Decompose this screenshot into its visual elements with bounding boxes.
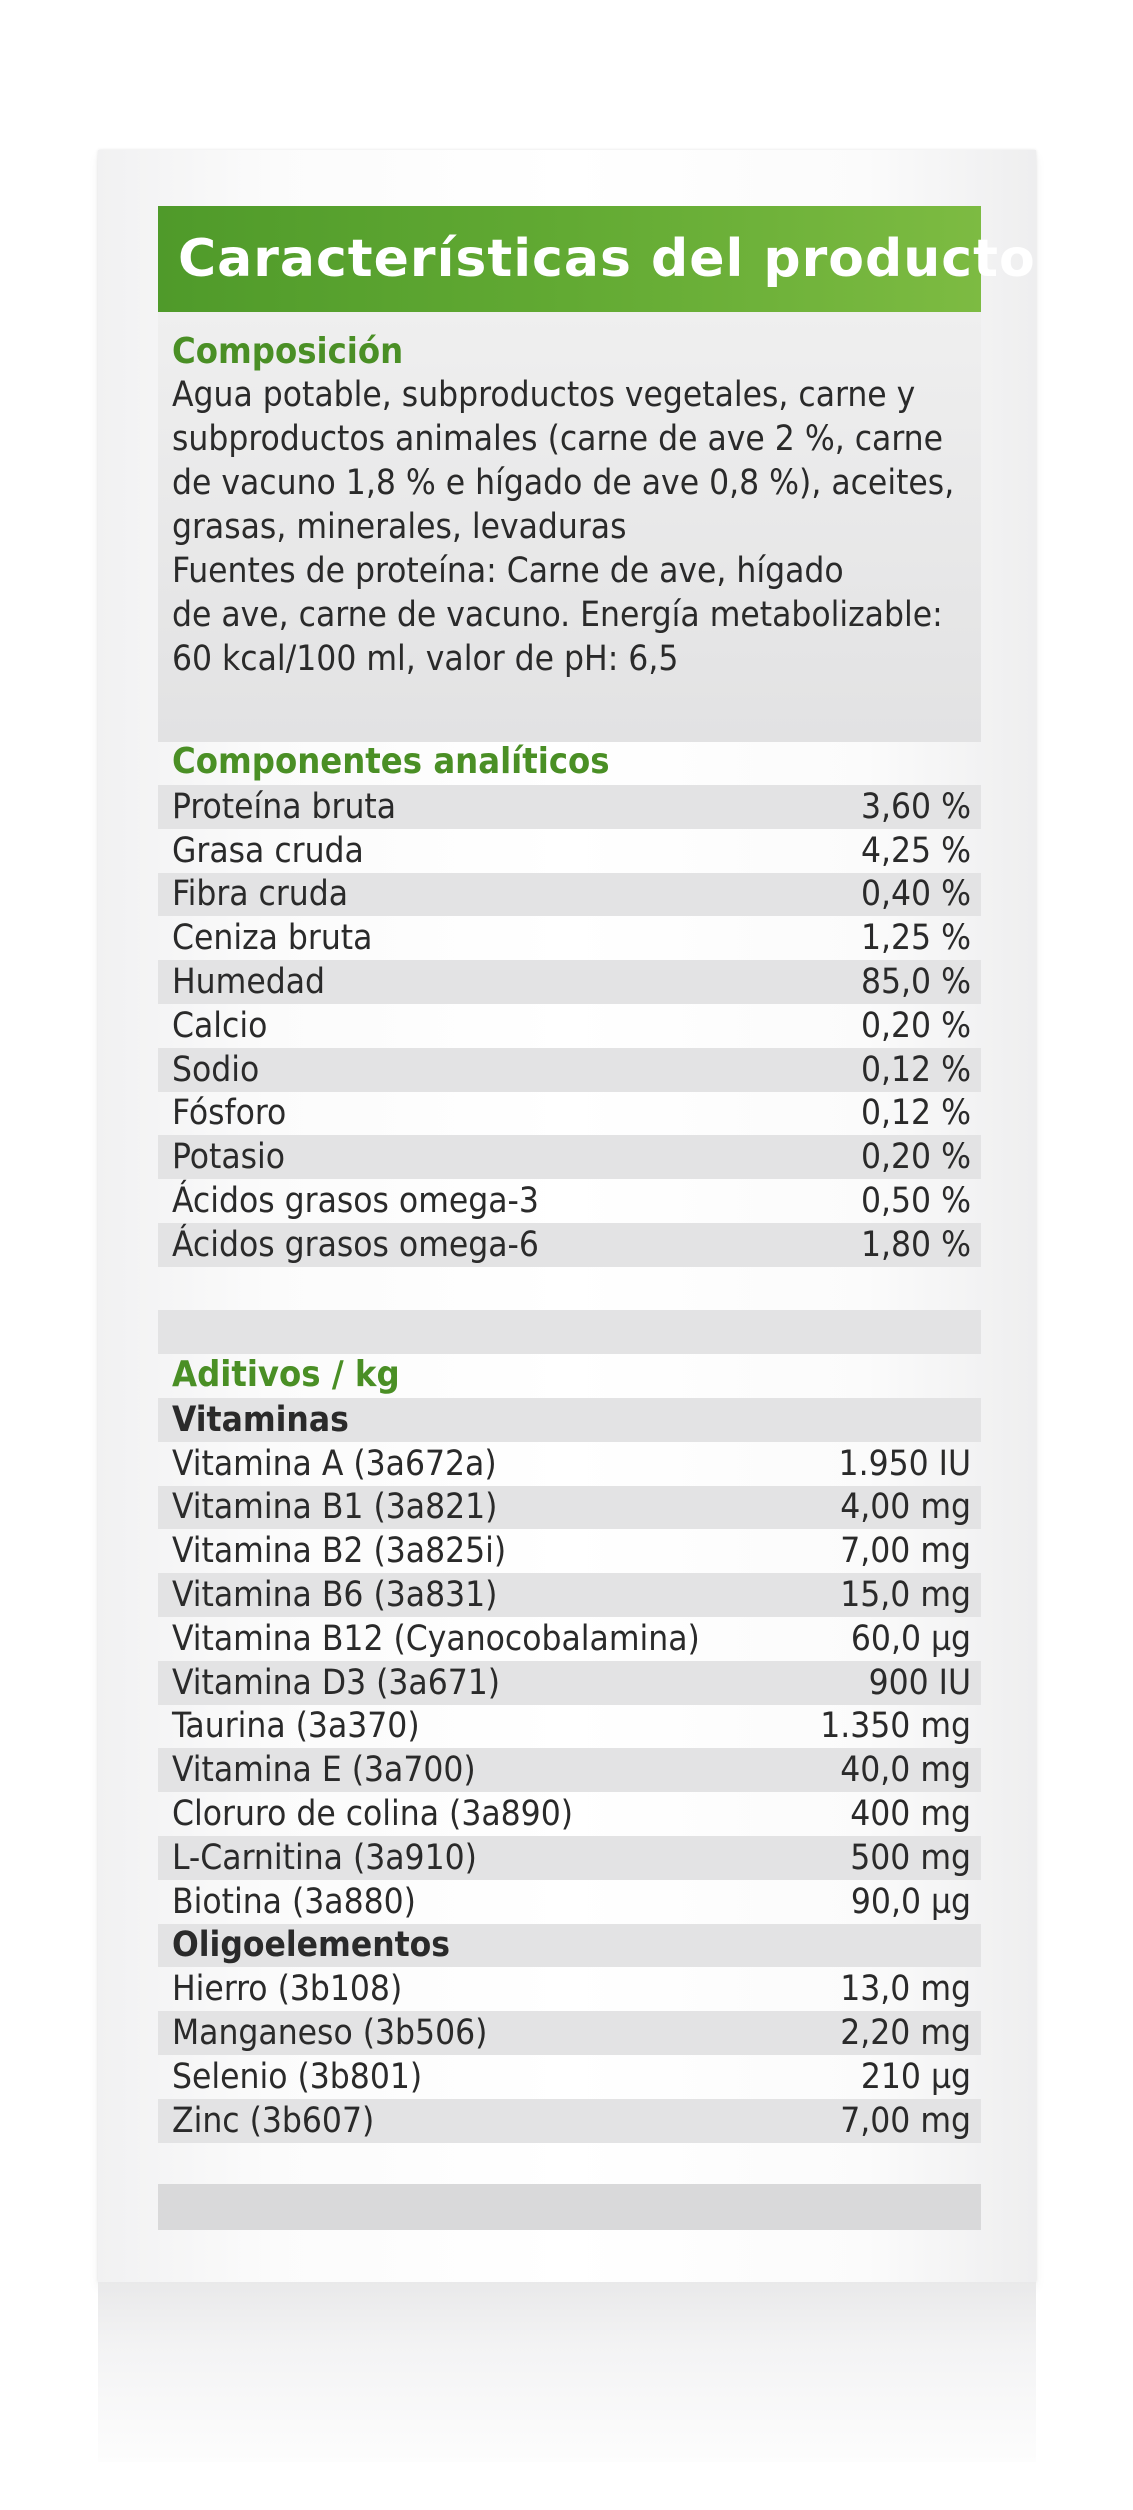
row-value: 210 µg — [860, 2056, 971, 2097]
composition-line: Fuentes de proteína: Carne de ave, hígado — [172, 551, 844, 591]
composition-line: de ave, carne de vacuno. Energía metabolizable: — [172, 595, 943, 635]
row-value: 500 mg — [850, 1837, 971, 1878]
table-row — [158, 1486, 981, 1530]
table-row — [158, 1880, 981, 1924]
composition-line: subproductos animales (carne de ave 2 %, carne — [172, 419, 944, 459]
row-label: Ácidos grasos omega-6 — [172, 1224, 539, 1265]
row-label: Potasio — [172, 1137, 286, 1178]
row-label: Vitamina A (3a672a) — [172, 1443, 497, 1484]
table-row — [158, 1004, 981, 1048]
table-row — [158, 1617, 981, 1661]
row-label: Taurina (3a370) — [172, 1706, 420, 1747]
panel-reflection — [98, 2282, 1036, 2462]
row-label: Vitamina B2 (3a825i) — [172, 1531, 507, 1572]
row-value: 0,12 % — [860, 1093, 971, 1134]
composition-line: 60 kcal/100 ml, valor de pH: 6,5 — [172, 639, 679, 679]
table-row — [158, 1223, 981, 1267]
table-row — [158, 1573, 981, 1617]
spacer-band — [158, 1310, 981, 1354]
additives-title: Aditivos / kg — [172, 1354, 400, 1395]
composition-line: de vacuno 1,8 % e hígado de ave 0,8 %), aceites, — [172, 463, 955, 503]
table-row — [158, 1529, 981, 1573]
table-row — [158, 1967, 981, 2011]
row-label: Vitamina B6 (3a831) — [172, 1575, 498, 1616]
table-row — [158, 873, 981, 917]
row-label: Biotina (3a880) — [172, 1881, 416, 1922]
row-value: 400 mg — [850, 1794, 971, 1835]
trace-elements-subheading — [158, 1924, 981, 1968]
row-value: 40,0 mg — [840, 1750, 971, 1791]
row-value: 2,20 mg — [840, 2013, 971, 2054]
row-label: Grasa cruda — [172, 830, 364, 871]
row-label: Ceniza bruta — [172, 918, 373, 959]
composition-text — [172, 373, 972, 681]
row-label: Vitamina D3 (3a671) — [172, 1662, 501, 1703]
row-value: 4,00 mg — [840, 1487, 971, 1528]
additives-table — [158, 1398, 981, 2143]
table-row — [158, 1442, 981, 1486]
table-row — [158, 1092, 981, 1136]
row-label: Zinc (3b607) — [172, 2100, 375, 2141]
row-label: Calcio — [172, 1005, 268, 1046]
row-value: 7,00 mg — [840, 1531, 971, 1572]
table-row — [158, 960, 981, 1004]
row-value: 3,60 % — [860, 786, 971, 827]
row-value: 0,50 % — [860, 1181, 971, 1222]
row-value: 60,0 µg — [850, 1618, 971, 1659]
row-label: Sodio — [172, 1049, 260, 1090]
table-row — [158, 2099, 981, 2143]
table-row — [158, 1135, 981, 1179]
row-label: Selenio (3b801) — [172, 2056, 423, 2097]
subheading-label: Vitaminas — [172, 1399, 349, 1440]
row-value: 1,80 % — [860, 1224, 971, 1265]
row-value: 13,0 mg — [840, 1969, 971, 2010]
row-value: 0,20 % — [860, 1005, 971, 1046]
row-label: Proteína bruta — [172, 786, 397, 827]
analytical-title: Componentes analíticos — [172, 741, 610, 782]
composition-line: Agua potable, subproductos vegetales, carne y — [172, 375, 916, 415]
row-value: 0,40 % — [860, 874, 971, 915]
table-row — [158, 2011, 981, 2055]
row-label: Vitamina B1 (3a821) — [172, 1487, 498, 1528]
row-value: 4,25 % — [860, 830, 971, 871]
table-row — [158, 1705, 981, 1749]
footer-band — [158, 2184, 981, 2230]
table-row — [158, 829, 981, 873]
table-row — [158, 1048, 981, 1092]
composition-line: grasas, minerales, levaduras — [172, 507, 627, 547]
row-label: L-Carnitina (3a910) — [172, 1837, 477, 1878]
analytical-table — [158, 785, 981, 1267]
table-row — [158, 2055, 981, 2099]
row-label: Ácidos grasos omega-3 — [172, 1181, 539, 1222]
table-row — [158, 785, 981, 829]
row-label: Vitamina E (3a700) — [172, 1750, 476, 1791]
composition-title: Composición — [172, 331, 404, 372]
row-label: Hierro (3b108) — [172, 1969, 403, 2010]
table-row — [158, 916, 981, 960]
row-value: 1.950 IU — [838, 1443, 971, 1484]
table-row — [158, 1836, 981, 1880]
panel-header — [158, 206, 1036, 312]
row-label: Manganeso (3b506) — [172, 2013, 488, 2054]
row-value: 0,20 % — [860, 1137, 971, 1178]
row-label: Humedad — [172, 962, 325, 1003]
row-label: Vitamina B12 (Cyanocobalamina) — [172, 1618, 700, 1659]
row-label: Fibra cruda — [172, 874, 349, 915]
subheading-label: Oligoelementos — [172, 1925, 451, 1966]
table-row — [158, 1661, 981, 1705]
row-value: 1.350 mg — [820, 1706, 971, 1747]
row-value: 1,25 % — [860, 918, 971, 959]
row-label: Cloruro de colina (3a890) — [172, 1794, 574, 1835]
panel-title: Características del producto — [178, 229, 1036, 289]
row-value: 900 IU — [868, 1662, 971, 1703]
row-label: Fósforo — [172, 1093, 287, 1134]
row-value: 90,0 µg — [850, 1881, 971, 1922]
row-value: 0,12 % — [860, 1049, 971, 1090]
table-row — [158, 1748, 981, 1792]
row-value: 15,0 mg — [840, 1575, 971, 1616]
table-row — [158, 1792, 981, 1836]
row-value: 7,00 mg — [840, 2100, 971, 2141]
row-value: 85,0 % — [860, 962, 971, 1003]
vitamins-subheading — [158, 1398, 981, 1442]
table-row — [158, 1179, 981, 1223]
